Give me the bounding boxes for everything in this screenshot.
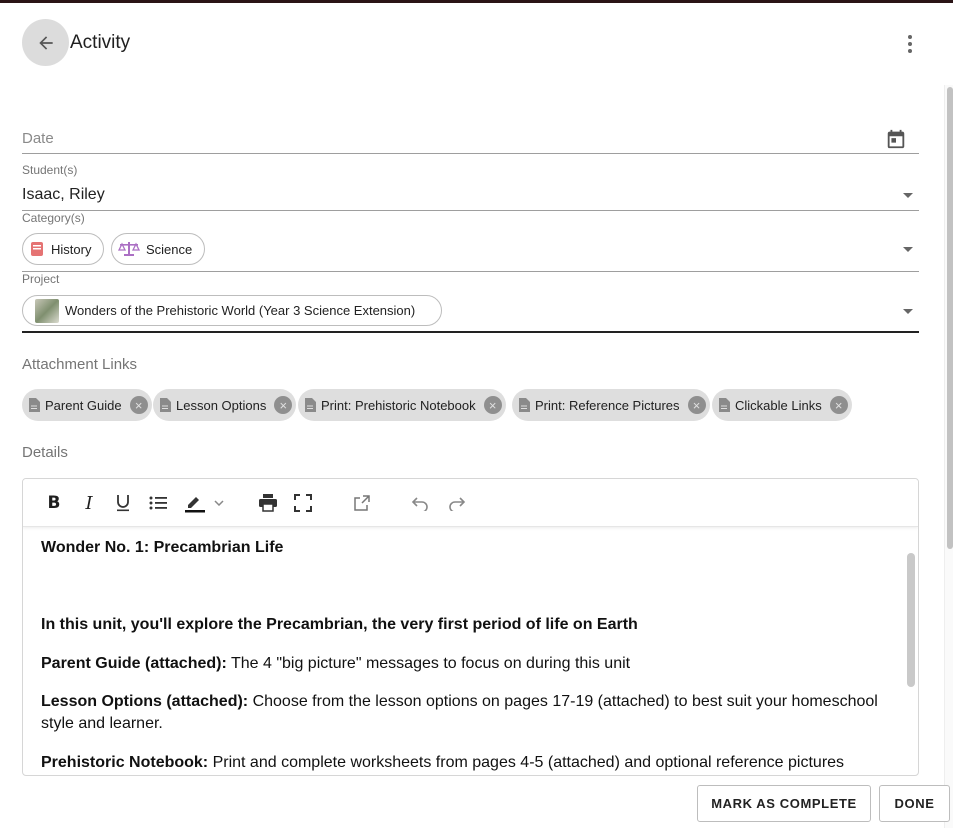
details-intro: In this unit, you'll explore the Precambrian, the very first period of life on Earth	[41, 616, 638, 633]
details-p1-text: The 4 "big picture" messages to focus on during this unit	[226, 655, 631, 672]
attachments-label: Attachment Links	[22, 356, 138, 373]
calendar-icon[interactable]	[885, 128, 907, 150]
chevron-down-icon	[903, 309, 913, 314]
details-p3-bold: Prehistoric Notebook:	[41, 754, 209, 771]
back-button[interactable]	[22, 19, 69, 66]
redo-icon[interactable]	[447, 491, 467, 515]
students-value: Isaac, Riley	[22, 186, 105, 203]
pdf-file-icon	[28, 398, 40, 412]
done-button[interactable]: DONE	[879, 785, 950, 822]
project-chip-label: Wonders of the Prehistoric World (Year 3 Science Extension)	[65, 303, 416, 318]
attachment-label: Print: Prehistoric Notebook	[321, 397, 476, 413]
category-label: Category(s)	[22, 211, 85, 225]
attachment-label: Lesson Options	[176, 397, 267, 413]
attachment-chip[interactable]	[153, 389, 296, 421]
details-p3-text: Print and complete worksheets from pages 4-5 (attached) and optional reference pictures	[208, 754, 845, 771]
chevron-down-icon	[903, 247, 913, 252]
more-options-button[interactable]	[896, 30, 924, 58]
print-icon[interactable]	[258, 491, 278, 515]
open-external-icon[interactable]	[353, 491, 371, 515]
editor-toolbar	[23, 479, 918, 527]
category-chip-label: Science	[146, 241, 193, 257]
date-field[interactable]	[22, 118, 919, 154]
highlight-color-icon[interactable]	[183, 491, 207, 515]
students-label: Student(s)	[22, 163, 78, 177]
project-thumbnail	[35, 299, 59, 323]
top-border	[0, 0, 953, 3]
details-heading: Wonder No. 1: Precambrian Life	[41, 539, 284, 556]
attachment-chip[interactable]	[298, 389, 506, 421]
arrow-left-icon	[36, 33, 56, 53]
attachment-label: Clickable Links	[735, 397, 822, 413]
undo-icon[interactable]	[410, 491, 430, 515]
project-label: Project	[22, 272, 60, 286]
attachment-label: Parent Guide	[45, 397, 122, 413]
students-select[interactable]	[22, 180, 919, 211]
page-scrollbar[interactable]	[944, 85, 953, 828]
remove-attachment-icon[interactable]: ×	[830, 396, 848, 414]
chevron-down-icon[interactable]	[213, 491, 225, 515]
book-icon	[29, 241, 45, 257]
page-scrollbar-thumb[interactable]	[947, 87, 953, 549]
bulleted-list-icon[interactable]	[148, 491, 168, 515]
italic-icon[interactable]: I	[85, 492, 93, 514]
pdf-file-icon	[718, 398, 730, 412]
chevron-down-icon	[903, 193, 913, 198]
project-chip[interactable]	[22, 295, 442, 326]
attachment-chip[interactable]	[512, 389, 710, 421]
attachment-label: Print: Reference Pictures	[535, 397, 680, 413]
pdf-file-icon	[518, 398, 530, 412]
fullscreen-icon[interactable]	[293, 491, 313, 515]
page-title: Activity	[70, 32, 131, 53]
bold-icon[interactable]: B	[47, 493, 61, 513]
remove-attachment-icon[interactable]: ×	[274, 396, 292, 414]
more-vert-icon	[898, 32, 922, 56]
underline-icon[interactable]	[114, 491, 132, 515]
details-p2-text: Choose from the lesson options on pages 17-19 (attached) to best suit your homeschool style and learner.	[41, 693, 878, 732]
scale-icon	[118, 241, 140, 257]
date-placeholder: Date	[22, 130, 54, 147]
editor-content[interactable]	[41, 537, 901, 774]
remove-attachment-icon[interactable]: ×	[130, 396, 148, 414]
remove-attachment-icon[interactable]: ×	[484, 396, 502, 414]
rich-text-editor[interactable]	[22, 478, 919, 776]
attachment-chip[interactable]	[712, 389, 852, 421]
details-label: Details	[22, 444, 68, 461]
category-chip-history[interactable]	[22, 233, 104, 265]
attachment-chip[interactable]	[22, 389, 152, 421]
mark-as-complete-button[interactable]: MARK AS COMPLETE	[697, 785, 871, 822]
pdf-file-icon	[304, 398, 316, 412]
details-p2-bold: Lesson Options (attached):	[41, 693, 249, 710]
editor-scrollbar[interactable]	[907, 553, 915, 687]
pdf-file-icon	[159, 398, 171, 412]
category-chip-science[interactable]	[111, 233, 205, 265]
category-chip-label: History	[51, 241, 92, 257]
details-p1-bold: Parent Guide (attached):	[41, 655, 227, 672]
remove-attachment-icon[interactable]: ×	[688, 396, 706, 414]
